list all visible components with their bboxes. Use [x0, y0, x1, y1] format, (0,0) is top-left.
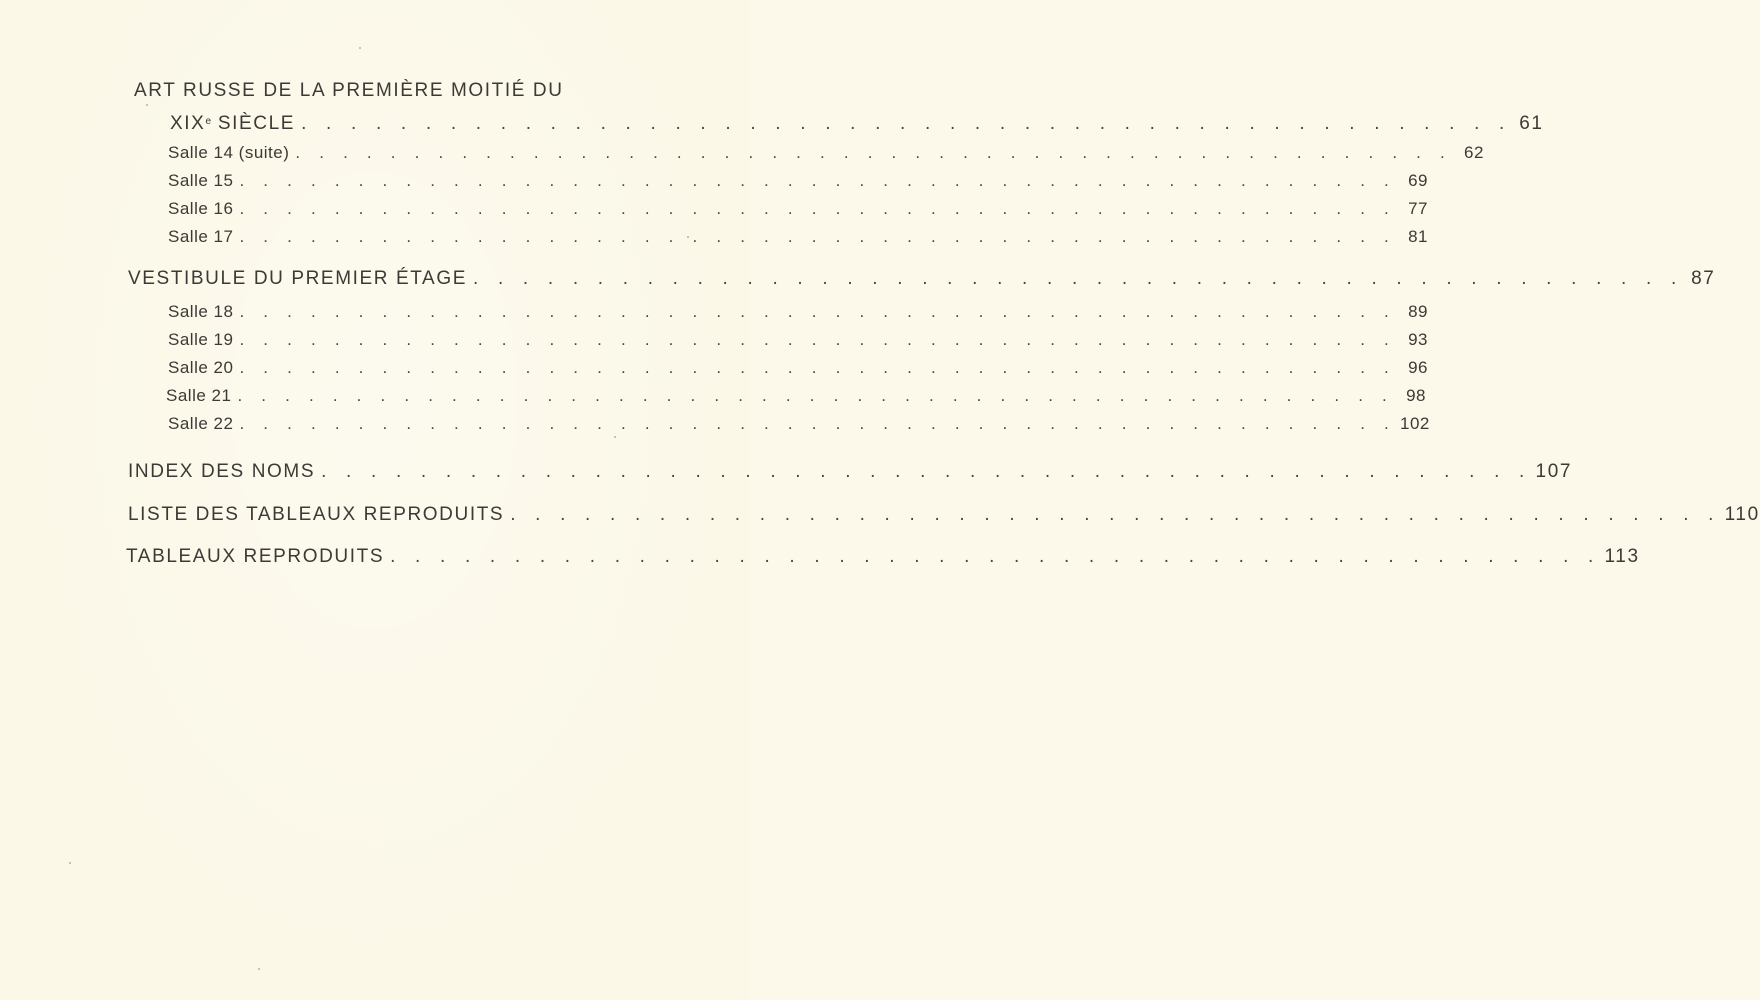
toc-entry[interactable]	[126, 546, 1640, 570]
dot-leader: . . . . . . . . . . . . . . . . . . . . . . . . . . . . . . . . . . . . . . . . . . . . . . . . .	[239, 358, 1396, 377]
paper-speck	[146, 104, 148, 106]
section-title-continued: XIXe SIÈCLE	[170, 113, 296, 134]
toc-entry[interactable]	[128, 268, 1716, 292]
dot-leader: . . . . . . . . . . . . . . . . . . . . . . . . . . . . . . . . . . . . . . . . . . . . . . . . .	[390, 546, 1601, 567]
dot-leader: . . . . . . . . . . . . . . . . . . . . . . . . . . . . . . . . . . . . . . . . . . . . . . . . .	[321, 461, 1532, 482]
toc-entry[interactable]	[168, 143, 1484, 167]
toc-entry[interactable]	[128, 504, 1760, 528]
dot-leader: . . . . . . . . . . . . . . . . . . . . . . . . . . . . . . . . . . . . . . . . . . . . . . . . .	[239, 302, 1396, 321]
dot-leader: . . . . . . . . . . . . . . . . . . . . . . . . . . . . . . . . . . . . . . . . . . . . . . . . .	[239, 330, 1396, 349]
toc-entry[interactable]	[170, 113, 1544, 137]
page-number: 113	[1604, 546, 1640, 567]
toc-entry[interactable]	[166, 386, 1426, 410]
section-title: ART RUSSE DE LA PREMIÈRE MOITIÉ DU	[134, 80, 564, 101]
toc-entry[interactable]	[168, 330, 1428, 354]
page-number: 102	[1399, 414, 1430, 433]
toc-entry[interactable]	[168, 414, 1430, 438]
entry-label: Salle 15	[168, 171, 234, 190]
toc-entry[interactable]	[128, 461, 1573, 485]
entry-label: Salle 22	[168, 414, 234, 433]
page-number: 87	[1691, 268, 1716, 289]
section-title: LISTE DES TABLEAUX REPRODUITS	[128, 504, 505, 525]
dot-leader: . . . . . . . . . . . . . . . . . . . . . . . . . . . . . . . . . . . . . . . . . . . . . . . . .	[237, 386, 1394, 405]
paper-speck	[359, 47, 361, 49]
page-number: 62	[1464, 143, 1484, 162]
page-number: 98	[1406, 386, 1426, 405]
paper-speck	[69, 862, 71, 864]
entry-label: Salle 19	[168, 330, 234, 349]
page-number: 81	[1408, 227, 1428, 246]
page-number: 89	[1408, 302, 1428, 321]
section-title: VESTIBULE DU PREMIER ÉTAGE	[128, 268, 467, 289]
page-number: 77	[1408, 199, 1428, 218]
entry-label: Salle 17	[168, 227, 234, 246]
toc-entry[interactable]	[168, 358, 1428, 382]
entry-label: Salle 20	[168, 358, 234, 377]
page-number: 93	[1408, 330, 1428, 349]
dot-leader: . . . . . . . . . . . . . . . . . . . . . . . . . . . . . . . . . . . . . . . . . . . . . . . . .	[239, 199, 1396, 218]
page-number: 61	[1519, 113, 1544, 134]
page-number: 110	[1724, 504, 1760, 525]
toc-entry[interactable]	[168, 302, 1428, 326]
entry-label: Salle 14 (suite)	[168, 143, 290, 162]
dot-leader: . . . . . . . . . . . . . . . . . . . . . . . . . . . . . . . . . . . . . . . . . . . . . . . . .	[239, 171, 1396, 190]
dot-leader: . . . . . . . . . . . . . . . . . . . . . . . . . . . . . . . . . . . . . . . . . . . . . . . . .	[301, 113, 1512, 134]
toc-entry[interactable]	[168, 227, 1428, 251]
dot-leader: . . . . . . . . . . . . . . . . . . . . . . . . . . . . . . . . . . . . . . . . . . . . . . . . .	[239, 414, 1396, 433]
paper-speck	[258, 968, 260, 970]
dot-leader: . . . . . . . . . . . . . . . . . . . . . . . . . . . . . . . . . . . . . . . . . . . . . . . . .	[510, 504, 1721, 525]
entry-label: Salle 16	[168, 199, 234, 218]
entry-label: Salle 21	[166, 386, 232, 405]
page-number: 107	[1535, 461, 1573, 482]
page-number: 96	[1408, 358, 1428, 377]
page-number: 69	[1408, 171, 1428, 190]
section-title: TABLEAUX REPRODUITS	[126, 546, 385, 567]
section-title: INDEX DES NOMS	[128, 461, 316, 482]
dot-leader: . . . . . . . . . . . . . . . . . . . . . . . . . . . . . . . . . . . . . . . . . . . . . . . . .	[239, 227, 1396, 246]
toc-entry[interactable]	[168, 199, 1428, 223]
entry-label: Salle 18	[168, 302, 234, 321]
toc-entry[interactable]	[168, 171, 1428, 195]
dot-leader: . . . . . . . . . . . . . . . . . . . . . . . . . . . . . . . . . . . . . . . . . . . . . . . . .	[472, 268, 1684, 289]
dot-leader: . . . . . . . . . . . . . . . . . . . . . . . . . . . . . . . . . . . . . . . . . . . . . . . . .	[295, 143, 1452, 162]
